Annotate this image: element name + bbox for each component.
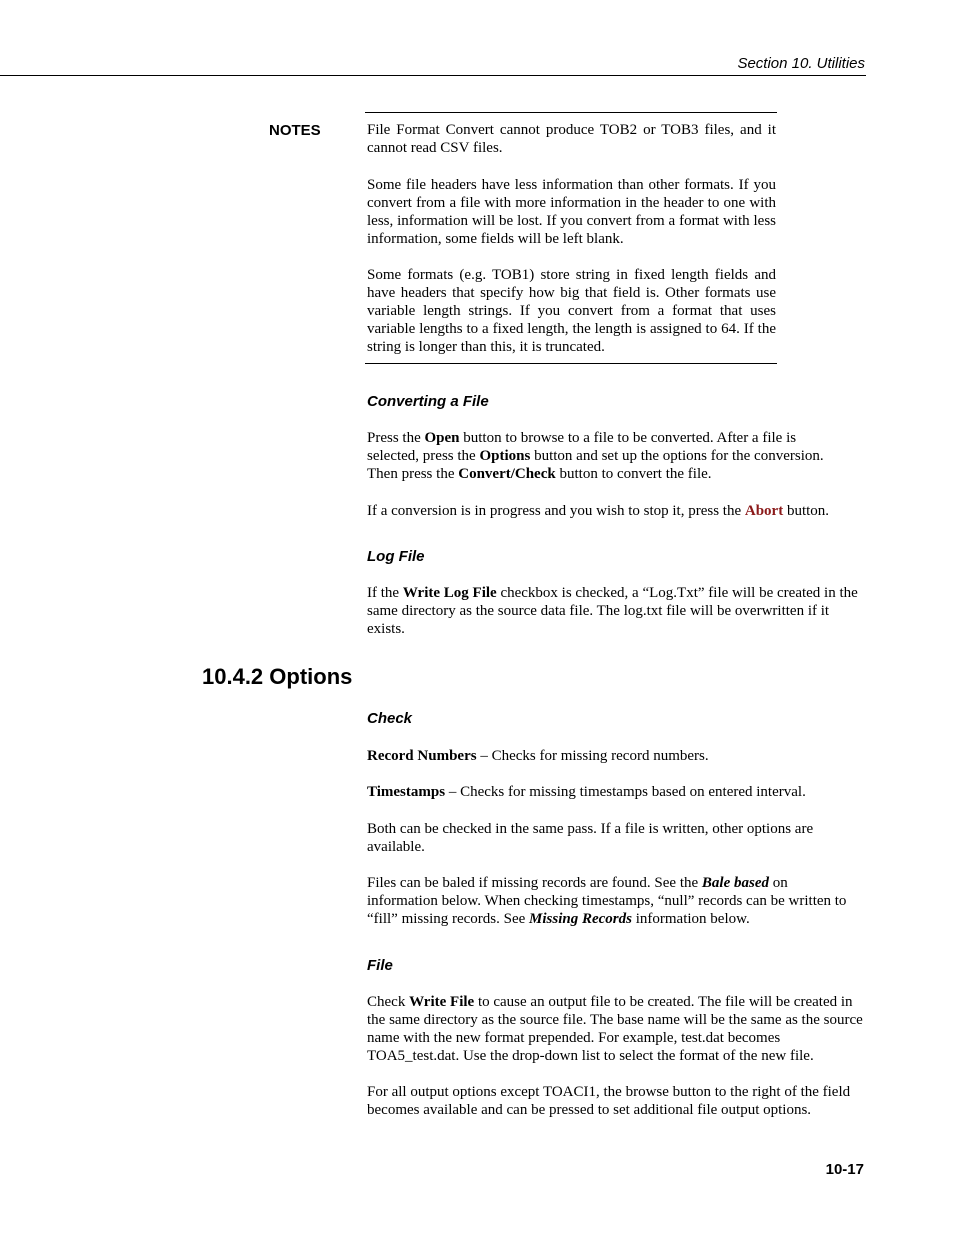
check-paragraph-4: Files can be baled if missing records are found. See the Bale based on information below. When checking timestamps, “null” records can be written to “fill” missing records. See Missing Records information below. bbox=[367, 875, 847, 927]
notes-label: NOTES bbox=[269, 122, 321, 139]
check-paragraph-3: Both can be checked in the same pass. If a file is written, other options are available. bbox=[367, 821, 814, 855]
section-heading-options: 10.4.2 Options bbox=[202, 664, 353, 689]
notes-paragraph-3: Some formats (e.g. TOB1) store string in fixed length fields and have headers that specify how big that field is. Other formats use variable length strings. If you convert from a format that uses variable lengths to a fixed length, the length is assigned to 64. If the string is longer than this, it is truncated. bbox=[367, 267, 776, 355]
notes-paragraph-2: Some file headers have less information than other formats. If you convert from a file with more information in the header to one with less, information will be lost. If you convert from a format with less information, some fields will be left blank. bbox=[367, 177, 776, 247]
logfile-paragraph-1: If the Write Log File checkbox is checked, a “Log.Txt” file will be created in the same directory as the source data file. The log.txt file will be overwritten if it exists. bbox=[367, 585, 858, 637]
heading-log-file: Log File bbox=[367, 548, 425, 565]
converting-paragraph-2: If a conversion is in progress and you wish to stop it, press the Abort button. bbox=[367, 503, 830, 519]
heading-file: File bbox=[367, 957, 393, 974]
page-number: 10-17 bbox=[825, 1161, 864, 1178]
abort-label: Abort bbox=[744, 503, 784, 519]
notes-paragraph-1: File Format Convert cannot produce TOB2 or TOB3 files, and it cannot read CSV files. bbox=[367, 122, 776, 156]
running-head: Section 10. Utilities bbox=[737, 55, 865, 72]
check-paragraph-record-numbers: Record Numbers – Checks for missing record numbers. bbox=[367, 748, 709, 764]
heading-converting-a-file: Converting a File bbox=[367, 393, 489, 410]
file-paragraph-2: For all output options except TOACI1, the browse button to the right of the field becomes available and can be pressed to set additional file output options. bbox=[367, 1084, 851, 1118]
heading-check: Check bbox=[367, 710, 413, 727]
file-paragraph-1: Check Write File to cause an output file to be created. The file will be created in the same directory as the source file. The base name will be the same as the source name with the new format prepended. For example, test.dat becomes TOA5_test.dat. Use the drop-down list to select the format of the new file. bbox=[367, 994, 863, 1064]
header-rule bbox=[0, 75, 866, 76]
converting-paragraph-1: Press the Open button to browse to a file to be converted. After a file is selected, press the Options button and set up the options for the conversion. Then press the Convert/Check button to convert the file. bbox=[367, 430, 824, 482]
check-paragraph-timestamps: Timestamps – Checks for missing timestamps based on entered interval. bbox=[367, 784, 806, 800]
